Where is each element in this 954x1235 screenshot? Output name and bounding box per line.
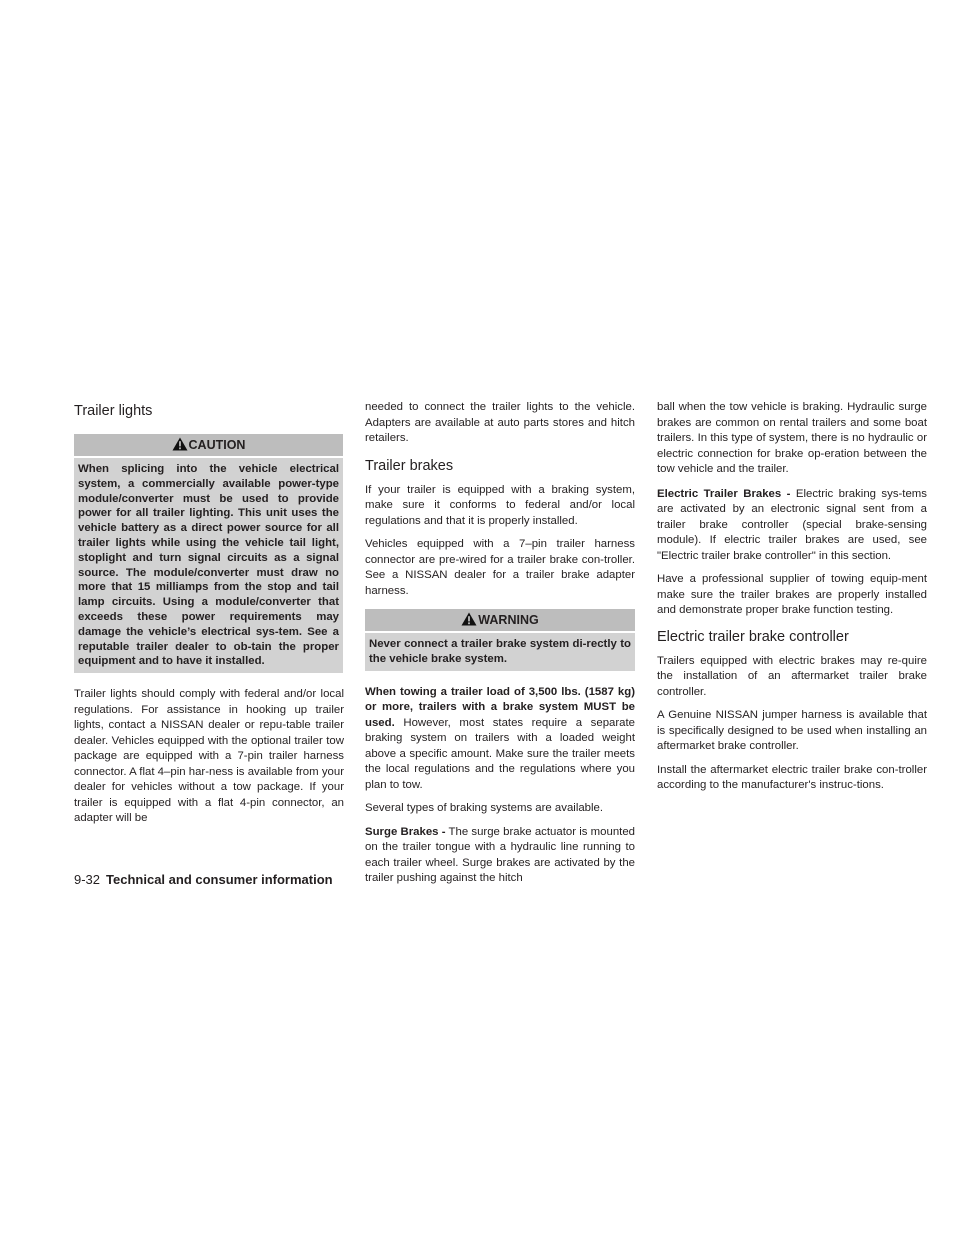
caution-box: [74, 434, 343, 673]
caution-text: When splicing into the vehicle electrical system, a commercially available power-type module/converter must be used to provide power for all trailer lighting. This unit uses the vehicle battery as a direct power source for all trailer lights while using the vehicle tail light, stoplight and turn signal circuits as a signal source. The module/converter must draw no more that 15 milliamps from the stop and tail lamp circuits. Using a module/converter that exceeds these power requirements may damage the vehicle’s electrical sys-tem. See a reputable trailer dealer to ob-tain the proper equipment and to have it installed.: [74, 456, 343, 673]
surge-brakes-text: The surge brake actuator is mounted on the trailer tongue with a hydraulic line running to each trailer wheel. Surge brakes are activated by the trailer pushing against the hitch: [365, 825, 636, 885]
caution-title: CAUTION: [188, 438, 246, 452]
trailer-lights-paragraph: Trailer lights should comply with federal and/or local regulations. For assistance in hooking up trailer lights, contact a NISSAN dealer or repu-table trailer dealer. Vehicles equipped with the optional trailer tow package are equipped with a 7-pin trailer harness connector. A flat 4–pin har-ness is available from your dealer for vehicles without a tow package. If your trailer is equipped with a flat 4-pin connector, an adapter will be: [74, 688, 344, 825]
page-footer: [74, 871, 333, 889]
electric-brakes-text: Electric braking sys-tems are activated by an electronic signal sent from a trailer brake controller (special brake-sensing module). If electric trailer brakes are used, see "Electric trailer brake controller" in this section.: [657, 487, 927, 562]
warning-text: Never connect a trailer brake system di-rectly to the vehicle brake system.: [365, 631, 635, 671]
towing-load-text: However, most states require a separate braking system on trailers with a loaded weight above a specific amount. Make sure the trailer meets the local regulations and the regulations where you plan to tow.: [365, 716, 635, 791]
adapter-paragraph: needed to connect the trailer lights to the vehicle. Adapters are available at auto parts stores and hitch retailers.: [365, 401, 635, 444]
warning-triangle-icon: [172, 436, 188, 458]
install-paragraph: Install the aftermarket electric trailer brake con-troller according to the manufacturer's instruc-tions.: [657, 763, 927, 791]
surge-brakes-paragraph: [365, 825, 635, 887]
warning-header: [365, 609, 635, 631]
section-heading-brake-controller: Electric trailer brake controller: [657, 628, 849, 645]
professional-supplier-paragraph: Have a professional supplier of towing equip-ment make sure the trailer brakes are properly installed and demonstrate proper brake function testing.: [657, 573, 927, 616]
column-3: [657, 400, 927, 802]
pre-wired-paragraph: Vehicles equipped with a 7–pin trailer harness connector are pre-wired for a trailer brake con-troller. See a NISSAN dealer for a trailer brake adapter harness.: [365, 538, 635, 597]
section-heading-trailer-lights: Trailer lights: [74, 403, 153, 419]
braking-types-paragraph: Several types of braking systems are available.: [365, 802, 604, 815]
page-number: 9-32: [74, 872, 101, 887]
electric-brakes-paragraph: [657, 487, 927, 565]
electric-brakes-term: Electric Trailer Brakes -: [657, 487, 791, 500]
hydraulic-paragraph: ball when the tow vehicle is braking. Hydraulic surge brakes are common on rental trailers and some boat trailers. In this type of system, there is no hydraulic or electric connection for brake op-eration between the tow vehicle and the trailer.: [657, 401, 927, 475]
warning-title: WARNING: [478, 613, 539, 627]
towing-load-paragraph: [365, 685, 635, 794]
warning-triangle-icon: [461, 611, 477, 633]
warning-box: [365, 609, 635, 671]
section-heading-trailer-brakes: Trailer brakes: [365, 457, 454, 474]
column-2: [365, 400, 635, 895]
jumper-harness-paragraph: A Genuine NISSAN jumper harness is available that is specifically designed to be used when installing an aftermarket brake controller.: [657, 709, 927, 752]
section-title: Technical and consumer information: [106, 872, 333, 887]
surge-brakes-term: Surge Brakes -: [365, 825, 446, 838]
column-1: [74, 400, 344, 835]
caution-header: [74, 434, 343, 456]
towing-load-bold: When towing a trailer load of 3,500 lbs. (1587 kg) or more, trailers with a brake system MUST be used.: [365, 685, 635, 729]
braking-system-paragraph: If your trailer is equipped with a braking system, make sure it conforms to federal and/or local regulations and that it is properly installed.: [365, 483, 635, 527]
controller-paragraph: Trailers equipped with electric brakes may re-quire the installation of an aftermarket trailer brake controller.: [657, 654, 927, 698]
